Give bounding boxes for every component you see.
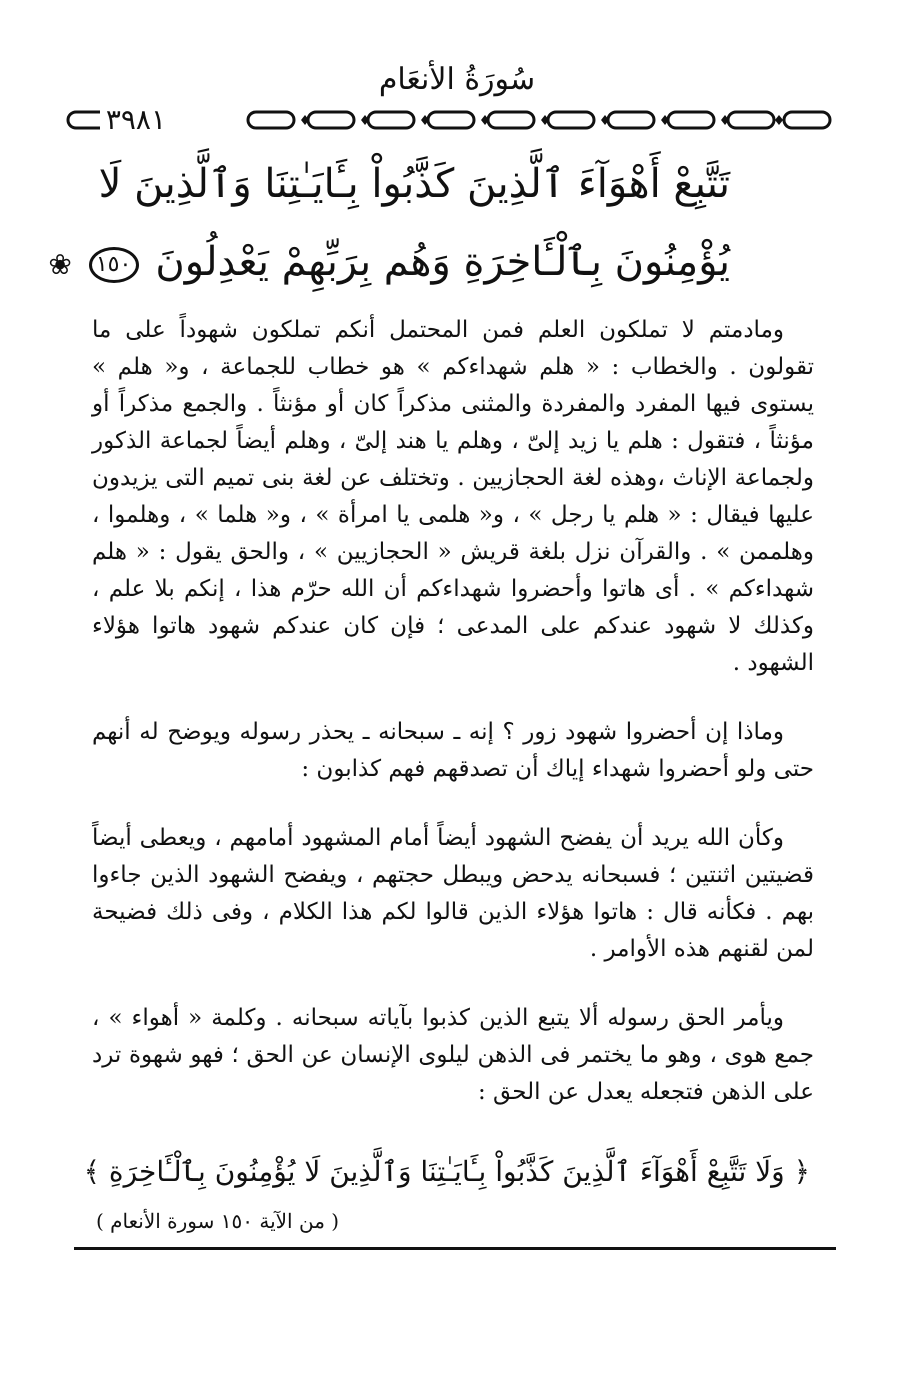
paragraph: وماذا إن أحضروا شهود زور ؟ إنه ـ سبحانه ـ يحذر رسوله ويوضح له أنهم حتى ولو أحضروا شهداء إياك أن تصدقهم فهم كذابون : (92, 719, 814, 782)
verse-line-2 (48, 223, 730, 304)
quoted-verse: ﴿ وَلَا تَتَّبِعْ أَهْوَآءَ ٱلَّذِينَ كَذَّبُواْ بِـَٔايَـٰتِنَا وَٱلَّذِينَ لَا يُؤْمِنُونَ بِٱلْـَٔاخِرَةِ ﴾ (83, 1155, 810, 1188)
flower-ornament-icon: ❀ (48, 248, 72, 281)
verse-line-2-text: يُؤْمِنُونَ بِٱلْـَٔاخِرَةِ وَهُم بِرَبِّهِمْ يَعْدِلُونَ (155, 239, 730, 285)
paragraph: ومادمتم لا تملكون العلم فمن المحتمل أنكم تملكون شهوداً على ما تقولون . والخطاب : « هلم شهداءكم » هو خطاب للجماعة ، و« هلم » يستوى فيها المفرد والمفردة والمثنى مذكراً كان أو مؤنثاً . والجمع مذكراً أو مؤنثاً ، فتقول : هلم يا زيد إلىّ ، وهلم يا هند إلىّ ، وهلم أيضاً لجماعة الذكور ولجماعة الإناث ،وهذه لغة الحجازيين . وتختلف عن لغة بنى تميم التى يزيدون عليها فيقال : « هلم يا رجل » ، و« هلمى يا امرأة » ، و« هلما » ، وهلموا ، وهلممن » . والقرآن نزل بلغة قريش « الحجازيين » ، والحق يقول : « هلم شهداءكم » . أى هاتوا وأحضروا شهداءكم أن الله حرّم هذا ، إنكم بلا علم ، وكذلك لا شهود عندكم على المدعى ؛ فإن كان عندكم شهود هاتوا هؤلاء الشهود . (92, 317, 814, 676)
paragraph: وكأن الله يريد أن يفضح الشهود أيضاً أمام المشهود أمامهم ، ويعطى أيضاً قضيتين اثنتين ؛ فسبحانه يدحض ويبطل حجتهم ، ويفضح الشهود الذين جاءوا بهم . فكأنه قال : هاتوا هؤلاء الذين قالوا لكم هذا الكلام ، وفى ذلك فضيحة لمن لقنهم هذه الأوامر . (92, 825, 814, 962)
page-number: ٣٩٨١ (100, 104, 172, 136)
ayah-number-medallion: ١٥٠ (89, 247, 139, 283)
commentary-text (92, 312, 814, 1111)
verse-citation: ( من الآية ١٥٠ سورة الأنعام ) (96, 1209, 340, 1233)
verse-line-1: تَتَّبِعْ أَهْوَآءَ ٱلَّذِينَ كَذَّبُواْ بِـَٔايَـٰتِنَا وَٱلَّذِينَ لَا (98, 161, 730, 207)
ornamental-frieze (66, 106, 832, 134)
quran-verse (48, 145, 730, 304)
footer-divider (74, 1247, 836, 1250)
paragraph: ويأمر الحق رسوله ألا يتبع الذين كذبوا بآياته سبحانه . وكلمة « أهواء » ، جمع هوى ، وهو ما يختمر فى الذهن ليلوى الإنسان عن الحق ؛ فهو شهوة ترد على الذهن فتجعله يعدل عن الحق : (92, 1005, 814, 1105)
surah-title: سُورَةُ الأنعَام (378, 62, 536, 97)
